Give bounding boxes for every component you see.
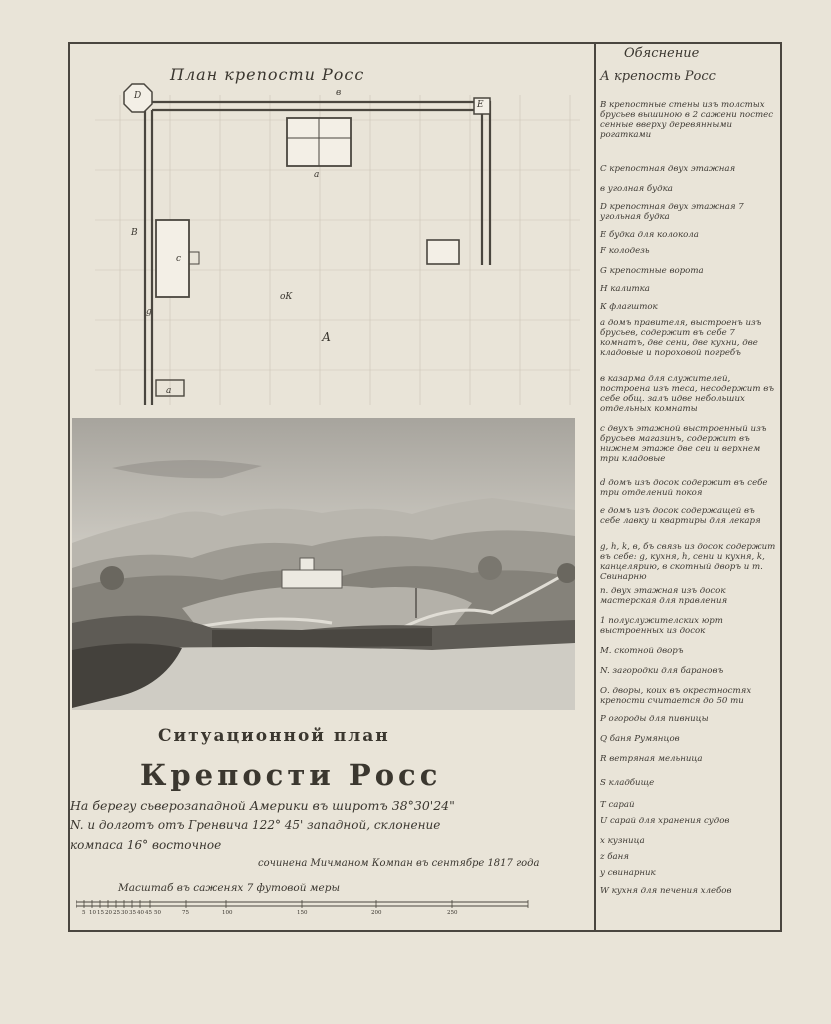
- title-line-1: Ситуационной план: [158, 726, 390, 746]
- scale-tick: 20: [105, 910, 112, 916]
- legend-item: п. двух этажная изъ досок мастерская для правления: [600, 586, 728, 606]
- plan-label-l: А: [322, 330, 332, 344]
- plan-label-a: а: [314, 170, 320, 180]
- legend-item: В крепостные стены изъ толстых брусьев вышиною в 2 сажени постес сенные вверху деревянными рогатками: [600, 100, 774, 140]
- legend-item: S кладбище: [600, 778, 655, 788]
- building-small: [427, 240, 459, 264]
- legend-item: с двухъ этажной выстроенный изъ брусьев магазинъ, содержит въ нижнем этаже две сеи и верхнем три кладовые: [600, 424, 767, 464]
- legend-item: Q баня Румянцов: [600, 734, 680, 744]
- title-line-2: Крепости Росс: [140, 758, 442, 792]
- title-line-4: N. и долготъ отъ Гренвича 122° 45' западной, склонение: [70, 818, 441, 832]
- plan-label-e: E: [477, 100, 484, 110]
- scale-tick: 50: [154, 910, 161, 916]
- scale-title: Масштаб въ саженях 7 футовой меры: [118, 882, 340, 894]
- legend-item: 1 полуслужителских юрт выстроенных из досок: [600, 616, 723, 636]
- scale-tick: 45: [145, 910, 152, 916]
- scale-tick: 150: [297, 910, 308, 916]
- scale-tick: 25: [113, 910, 120, 916]
- plan-label-b: в: [336, 88, 342, 98]
- legend-item: О. дворы, коих въ окрестностях крепости считается до 50 ти: [600, 686, 752, 706]
- legend-title: Обяснение: [624, 46, 700, 61]
- scale-tick: 5: [82, 910, 86, 916]
- legend-item: D крепостная двух этажная 7 угольная будка: [600, 202, 744, 222]
- building-c: [156, 220, 189, 297]
- legend-item: Р огороды для пивницы: [600, 714, 709, 724]
- scale-ticks: [76, 910, 546, 922]
- legend-item: U сарай для хранения судов: [600, 816, 730, 826]
- legend-item: W кухня для печения хлебов: [600, 886, 732, 896]
- legend-item: С крепостная двух этажная: [600, 164, 736, 174]
- plan-label-g: g: [146, 307, 152, 317]
- legend-item: у свинарник: [600, 868, 656, 878]
- legend-item: Е будка для колокола: [600, 230, 699, 240]
- plan-title: План крепости Росс: [170, 65, 365, 84]
- title-line-5: компаса 16° восточное: [70, 838, 222, 852]
- scale-tick: 10: [89, 910, 96, 916]
- plan-label-d: D: [134, 91, 142, 101]
- scale-tick: 250: [447, 910, 458, 916]
- plan-label-a2: а: [166, 386, 172, 396]
- scale-tick: 100: [222, 910, 233, 916]
- author-line: сочинена Мичманом Компан въ сентябре 1817 года: [258, 858, 540, 869]
- scale-tick: 75: [182, 910, 189, 916]
- title-line-3: На берегу сьверозападной Америки въ широтъ 38°30'24": [70, 798, 455, 813]
- legend-item: е домъ изъ досок содержащей въ себе лавку и квартиры для лекаря: [600, 506, 761, 526]
- plan-label-v: В: [131, 228, 138, 238]
- legend-item: Н калитка: [600, 284, 650, 294]
- legend-item: в уголная будка: [600, 184, 673, 194]
- legend-item: g, h, k, в, бъ связь из досок содержит въ себе: g, кухня, h, сени и кухня, k, канцелярию, в скотный дворъ и т. Свинарню: [600, 542, 776, 582]
- legend-item: в казарма для служителей, построена изъ теса, несодержит въ себе общ. залъ идве небольших отдельных комнаты: [600, 374, 774, 414]
- legend-item: G крепостные ворота: [600, 266, 704, 276]
- landscape-view: [72, 418, 575, 710]
- legend-item: К флагшток: [600, 302, 658, 312]
- legend-item: Т сарай: [600, 800, 635, 810]
- legend-item: z баня: [600, 852, 629, 862]
- scale-tick: 15: [97, 910, 104, 916]
- scale-tick: 40: [137, 910, 144, 916]
- legend-item: а домъ правителя, выстроенъ изъ брусьев, содержит въ себе 7 комнатъ, две сени, две кухни, две кладовые и пороховой погребъ: [600, 318, 762, 358]
- legend-item: х кузница: [600, 836, 645, 846]
- legend-item: d домъ изъ досок содержит въ себе три отделений покоя: [600, 478, 768, 498]
- scale-tick: 30: [121, 910, 128, 916]
- legend-item: А крепость Росс: [600, 69, 716, 84]
- scale-tick: 200: [371, 910, 382, 916]
- legend-item: М. скотной дворъ: [600, 646, 684, 656]
- scale-tick: 35: [129, 910, 136, 916]
- plan-label-c: с: [176, 254, 182, 264]
- legend-item: F колодезь: [600, 246, 650, 256]
- legend-item: N. загородки для барановъ: [600, 666, 724, 676]
- legend-item: R ветряная мельница: [600, 754, 703, 764]
- plan-label-k: оК: [280, 292, 293, 302]
